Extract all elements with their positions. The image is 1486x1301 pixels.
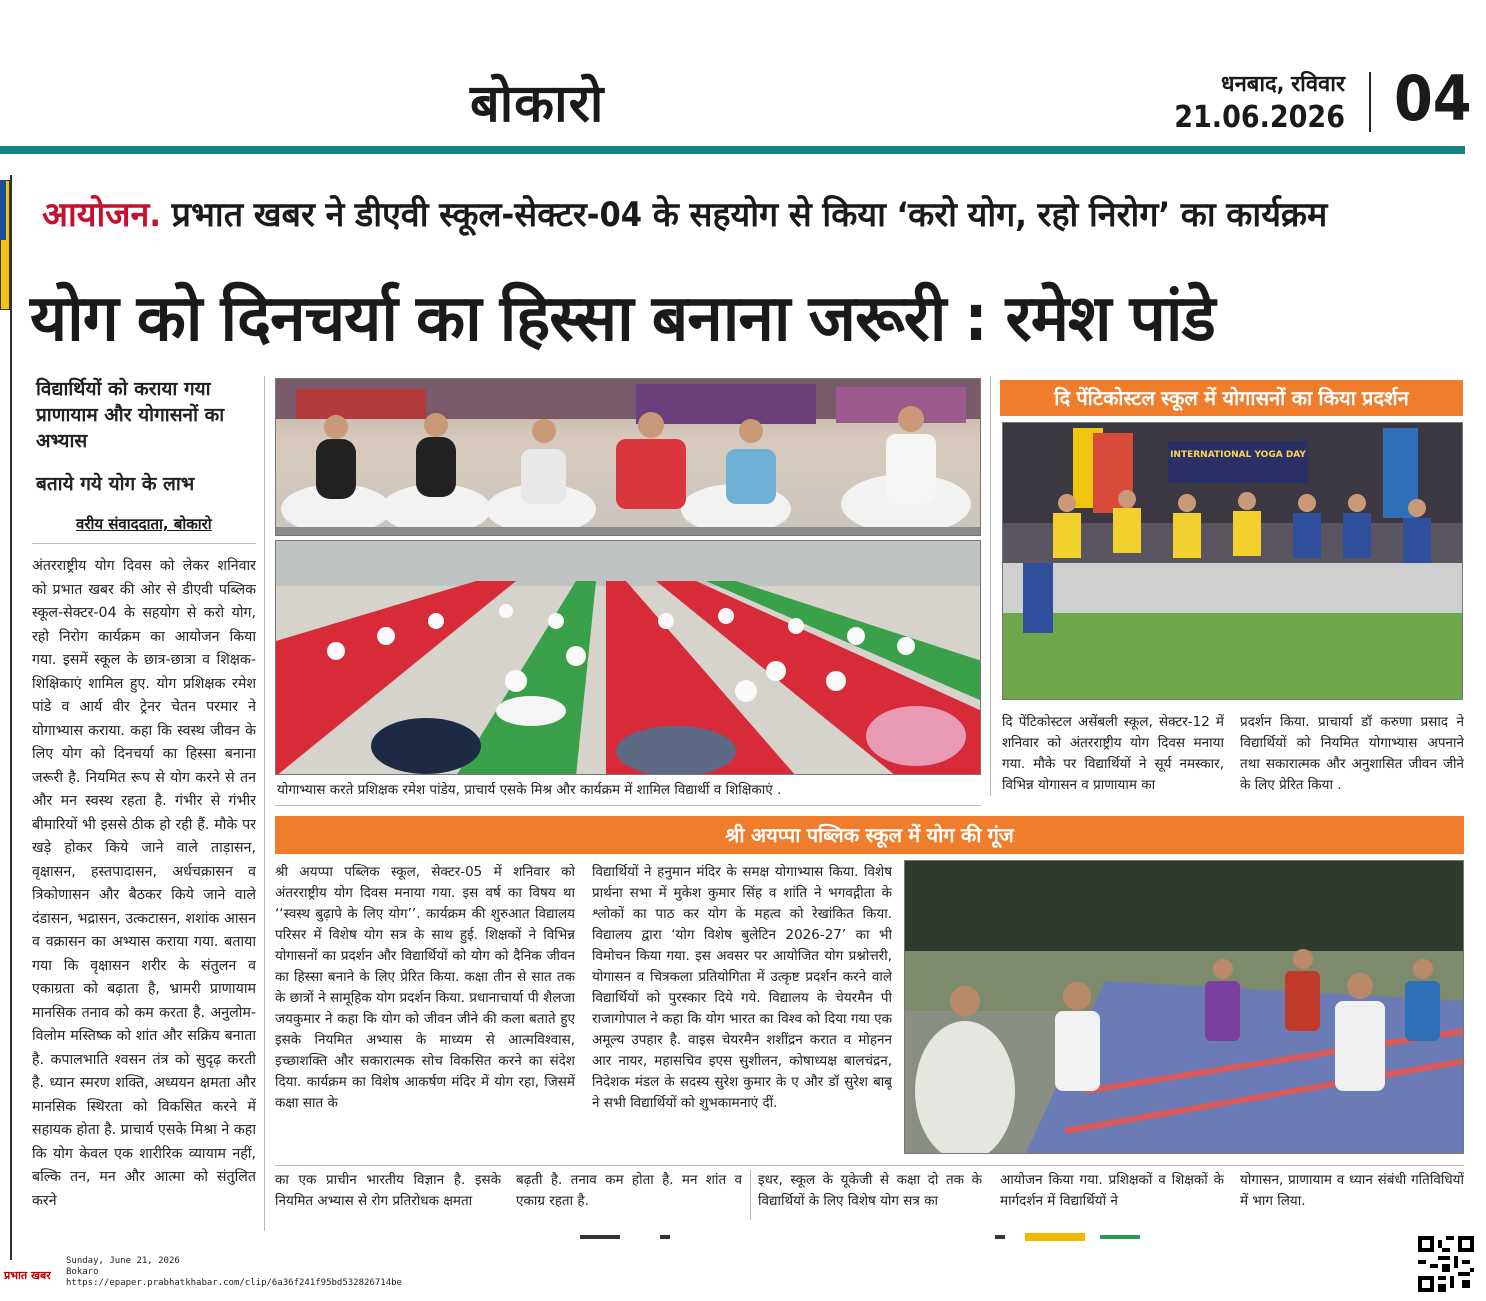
- pentecostal-photo-illustration: [1003, 423, 1463, 700]
- pentecostal-photo: [1002, 422, 1463, 700]
- stage-photo-illustration: [276, 379, 981, 536]
- kicker-label: आयोजन.: [42, 195, 161, 235]
- clip-edition: Bokaro: [66, 1267, 99, 1277]
- ayyappa-col2: विद्यार्थियों ने हनुमान मंदिर के समक्ष योगाभ्यास किया. विशेष प्रार्थना सभा में मुकेश कुमार सिंह व शांति ने भगवद्गीता के श्लोकों का पाठ कर योग के महत्व को रेखांकित किया. विद्यालय द्वारा ‘योग विशेष बुलेटिन 2026-27’ का भी विमोचन किया गया. इस अवसर पर आयोजित योग प्रश्नोत्तरी, योगासन व चित्रकला प्रतियोगिता में उत्कृष्ट प्रदर्शन करने वाले विद्यार्थियों को पुरस्कार दिये गये. विद्यालय के चेयरमैन पी राजागोपाल ने कहा कि योग भारत का विश्व को दिया गया एक अमूल्य उपहार है. वाइस चेयरमैन शशींद्रन करात व मोहनन आर नायर, महासचिव इएस सुशीलन, कोषाध्यक्ष बालचंद्रन, निदेशक मंडल के सदस्य सुरेश कुमार के ए और डॉ सुरेश बाबू ने सभी विद्यार्थियों को शुभकामनाएं दीं.: [592, 864, 892, 1111]
- ayyappa-photo: [904, 860, 1464, 1154]
- yoga-day-banner-text: INTERNATIONAL YOGA DAY: [1170, 450, 1306, 460]
- issue-date: 21.06.2026: [1174, 100, 1345, 135]
- qr-code-icon[interactable]: [1418, 1236, 1474, 1292]
- main-story-body: अंतरराष्ट्रीय योग दिवस को लेकर शनिवार को प्रभात खबर की ओर से डीएवी पब्लिक स्कूल-सेक्टर-04 के सहयोग से करो योग, रहो निरोग कार्यक्रम का आयोजन किया गया. इसमें स्कूल के छात्र-छात्रा व शिक्षक-शिक्षिकाएं शामिल हुए. योग प्रशिक्षक रमेश पांडे व आर्य वीर ट्रेनर चेतन परमार ने योगाभ्यास कराया. कहा कि स्वस्थ जीवन के लिए योग को दिनचर्या का हिस्सा बनाना जरूरी है. नियमित रूप से योग करने से तन और मन स्वस्थ रहता है. गंभीर से गंभीर बीमारियों भी इससे ठीक हो रही हैं. मौके पर खड़े होकर किये जाने वाले ताड़ासन, वृक्षासन, हस्तपादासन, अर्धचक्रासन व त्रिकोणासन और बैठकर किये जाने वाले दंडासन, भद्रासन, उत्कटासन, शशांक आसन व वक्रासन का अभ्यास कराया गया. बताया गया कि वृक्षासन शरीर के संतुलन व एकाग्रता को बढ़ाता है, भ्रामरी प्राणायाम मानसिक तनाव को कम करता है. अनुलोम-विलोम मस्तिष्क को शांत और सक्रिय बनाता है. कपालभाति श्वसन तंत्र को सुदृढ़ करती है. ध्यान स्मरण शक्ति, अध्ययन क्षमता और मानसिक स्थिरता को विकसित करने में सहायक होता है. प्राचार्य एसके मिश्रा ने कहा कि योग केवल एक शारीरिक व्यायाम नहीं, बल्कि तन, मन और आत्मा को संतुलित करने: [32, 558, 256, 1209]
- adjacent-page-edge: [0, 175, 12, 1260]
- adjacent-page-strip-blue: [0, 180, 6, 240]
- bottom-column-rule: [750, 1170, 751, 1220]
- masthead-divider: [1369, 72, 1371, 132]
- byline-rule: [32, 543, 256, 544]
- pentecostal-banner: दि पेंटिकोस्टल स्कूल में योगासनों का किया प्रदर्शन: [1000, 380, 1463, 416]
- kicker: [42, 190, 1327, 236]
- pentecostal-col1: दि पेंटिकोस्टल असेंबली स्कूल, सेक्टर-12 में शनिवार को अंतरराष्ट्रीय योग दिवस मनाया गया. मौके पर विद्यार्थियों ने सूर्य नमस्कार, विभिन्न योगासन व प्राणायाम का: [1002, 714, 1224, 793]
- ayyappa-col1: श्री अयप्पा पब्लिक स्कूल, सेक्टर-05 में शनिवार को अंतरराष्ट्रीय योग दिवस मनाया गया. इस वर्ष का विषय था ‘‘स्वस्थ बुढ़ापे के लिए योग’’. कार्यक्रम की शुरुआत विद्यालय परिसर में विशेष योग सत्र के साथ हुई. शिक्षकों ने विभिन्न योगासनों का प्रदर्शन और विद्यार्थियों को योग को दैनिक जीवन का हिस्सा बनाने के लिए प्रेरित किया. कक्षा तीन से सात तक के छात्रों ने सामूहिक योग प्रदर्शन किया. प्रधानाचार्या पी शैलजा जयकुमार ने कहा कि योग को जीवन जीने की कला बताते हुए इसके नियमित अभ्यास के माध्यम से आत्मविश्वास, इच्छाशक्ति और सकारात्मक सोच विकसित करने का संदेश दिया. कार्यक्रम का विशेष आकर्षण मंदिर में योग रहा, जिसमें कक्षा सात के: [275, 864, 575, 1111]
- byline: वरीय संवाददाता, बोकारो: [76, 515, 212, 533]
- main-photo-hall: [275, 540, 981, 775]
- main-story-continuation-1: का एक प्राचीन भारतीय विज्ञान है. इसके नियमित अभ्यास से रोग प्रतिरोधक क्षमता: [275, 1172, 501, 1209]
- hall-photo-illustration: [276, 541, 981, 775]
- clip-metadata: [66, 1256, 402, 1289]
- main-photo-caption: योगाभ्यास करते प्रशिक्षक रमेश पांडेय, प्राचार्य एसके मिश्र और कार्यक्रम में शामिल विद्यार्थी व शिक्षिकाएं .: [277, 782, 782, 798]
- kicker-text: प्रभात खबर ने डीएवी स्कूल-सेक्टर-04 के सहयोग से किया ‘करो योग, रहो निरोग’ का कार्यक्रम: [161, 195, 1328, 235]
- headline: योग को दिनचर्या का हिस्सा बनाना जरूरी : रमेश पांडे: [30, 282, 1215, 356]
- caption-rule: [275, 805, 981, 806]
- section-title: बोकारो: [470, 73, 605, 134]
- ayyappa-bottom-3: योगासन, प्राणायाम व ध्यान संबंधी गतिविधियों में भाग लिया.: [1240, 1172, 1464, 1209]
- main-photo-stage: [275, 378, 981, 536]
- ayyappa-photo-illustration: [905, 861, 1464, 1154]
- dateline: [1150, 68, 1345, 135]
- ayyappa-banner: श्री अयप्पा पब्लिक स्कूल में योग की गूंज: [275, 816, 1464, 854]
- clip-url[interactable]: https://epaper.prabhatkhabar.com/clip/6a36f241f95bd532826714be: [66, 1278, 402, 1288]
- publisher-logo: प्रभात खबर: [4, 1269, 51, 1282]
- column-rule-right: [990, 376, 991, 796]
- subhead-2: बताये गये योग के लाभ: [36, 473, 195, 495]
- main-story-continuation-2: बढ़ती है. तनाव कम होता है. मन शांत व एकाग्र रहता है.: [516, 1172, 742, 1209]
- bottom-rule: [275, 1165, 1464, 1166]
- place-day: धनबाद, रविवार: [1221, 72, 1345, 97]
- ayyappa-bottom-1: इधर, स्कूल के यूकेजी से कक्षा दो तक के विद्यार्थियों के लिए विशेष योग सत्र का: [758, 1172, 982, 1209]
- column-rule: [264, 376, 265, 1231]
- pentecostal-col2: प्रदर्शन किया. प्राचार्या डॉ करुणा प्रसाद ने विद्यार्थियों को नियमित योगाभ्यास अपनाने तथा सकारात्मक और अनुशासित जीवन जीने के लिए प्रेरित किया .: [1240, 714, 1464, 793]
- masthead-rule: [0, 146, 1465, 154]
- clip-date: Sunday, June 21, 2026: [66, 1256, 180, 1266]
- page-number: 04: [1394, 62, 1472, 135]
- ayyappa-bottom-2: आयोजन किया गया. प्रशिक्षकों व शिक्षकों के मार्गदर्शन में विद्यार्थियों ने: [1000, 1172, 1224, 1209]
- subhead-1: विद्यार्थियों को कराया गया प्राणायाम और योगासनों का अभ्यास: [36, 378, 225, 452]
- next-article-edge: [280, 1233, 1460, 1241]
